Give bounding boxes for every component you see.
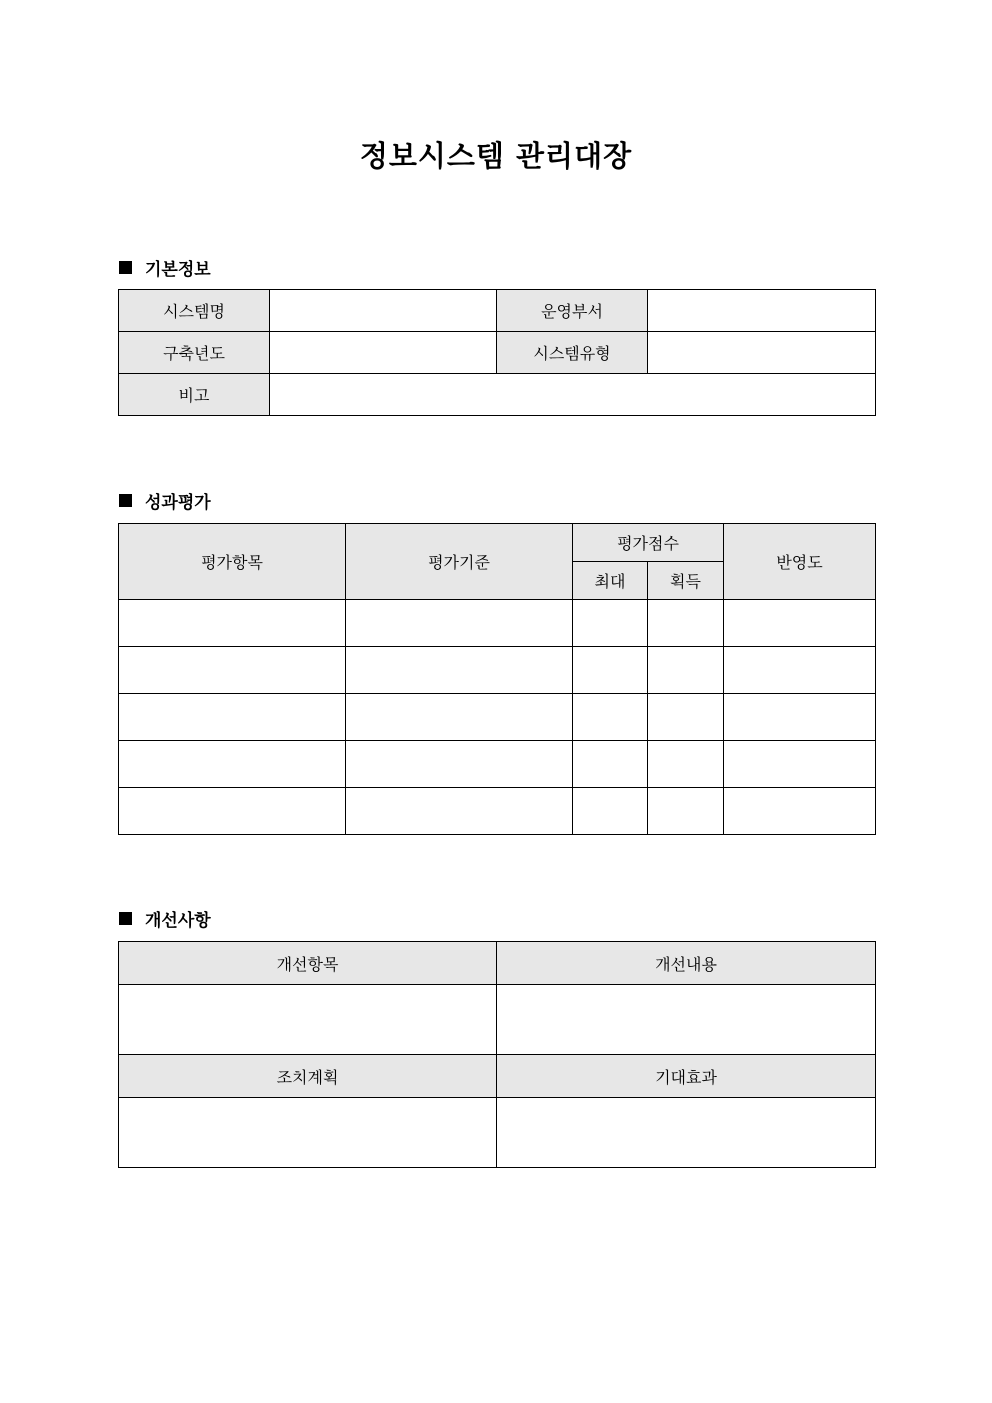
cell-obtained[interactable] (648, 741, 724, 788)
cell-item[interactable] (119, 741, 346, 788)
section-improve-heading (119, 906, 211, 931)
cell-max[interactable] (573, 647, 648, 694)
cell-reflection[interactable] (724, 600, 876, 647)
cell-max[interactable] (573, 741, 648, 788)
cell-reflection[interactable] (724, 741, 876, 788)
field-improve-item[interactable] (119, 985, 497, 1055)
square-bullet-icon (119, 494, 132, 507)
field-year[interactable] (270, 332, 497, 374)
label-year: 구축년도 (119, 332, 270, 374)
basic-info-table (118, 289, 876, 416)
square-bullet-icon (119, 261, 132, 274)
header-improve-item: 개선항목 (119, 942, 497, 985)
field-action-plan[interactable] (119, 1098, 497, 1168)
table-row (119, 600, 876, 647)
field-dept[interactable] (648, 290, 876, 332)
section-basic-label: 기본정보 (145, 260, 211, 280)
cell-reflection[interactable] (724, 647, 876, 694)
field-improve-content[interactable] (497, 985, 876, 1055)
cell-item[interactable] (119, 694, 346, 741)
square-bullet-icon (119, 912, 132, 925)
header-action-plan: 조치계획 (119, 1055, 497, 1098)
cell-item[interactable] (119, 647, 346, 694)
cell-max[interactable] (573, 600, 648, 647)
label-system-type: 시스템유형 (497, 332, 648, 374)
cell-reflection[interactable] (724, 788, 876, 835)
cell-criteria[interactable] (346, 694, 573, 741)
label-dept: 운영부서 (497, 290, 648, 332)
improvement-table (118, 941, 876, 1168)
table-row (119, 788, 876, 835)
table-row (119, 694, 876, 741)
field-system-name[interactable] (270, 290, 497, 332)
cell-obtained[interactable] (648, 600, 724, 647)
cell-criteria[interactable] (346, 600, 573, 647)
cell-item[interactable] (119, 788, 346, 835)
cell-obtained[interactable] (648, 788, 724, 835)
header-eval-score: 평가점수 (573, 524, 724, 562)
field-system-type[interactable] (648, 332, 876, 374)
header-score-max: 최대 (573, 562, 648, 600)
header-eval-reflection: 반영도 (724, 524, 876, 600)
cell-criteria[interactable] (346, 788, 573, 835)
cell-obtained[interactable] (648, 647, 724, 694)
section-improve-label: 개선사항 (145, 911, 211, 931)
evaluation-table (118, 523, 876, 835)
table-row (119, 741, 876, 788)
cell-criteria[interactable] (346, 741, 573, 788)
section-eval-heading (119, 488, 211, 513)
cell-max[interactable] (573, 694, 648, 741)
header-score-obtained: 획득 (648, 562, 724, 600)
header-improve-content: 개선내용 (497, 942, 876, 985)
label-system-name: 시스템명 (119, 290, 270, 332)
section-eval-label: 성과평가 (145, 493, 211, 513)
cell-obtained[interactable] (648, 694, 724, 741)
header-eval-item: 평가항목 (119, 524, 346, 600)
section-basic-heading (119, 255, 211, 280)
document-title: 정보시스템 관리대장 (359, 139, 633, 173)
cell-reflection[interactable] (724, 694, 876, 741)
cell-max[interactable] (573, 788, 648, 835)
cell-item[interactable] (119, 600, 346, 647)
header-eval-criteria: 평가기준 (346, 524, 573, 600)
cell-criteria[interactable] (346, 647, 573, 694)
table-row (119, 647, 876, 694)
label-remarks: 비고 (119, 374, 270, 416)
header-expected-effect: 기대효과 (497, 1055, 876, 1098)
field-expected-effect[interactable] (497, 1098, 876, 1168)
field-remarks[interactable] (270, 374, 876, 416)
